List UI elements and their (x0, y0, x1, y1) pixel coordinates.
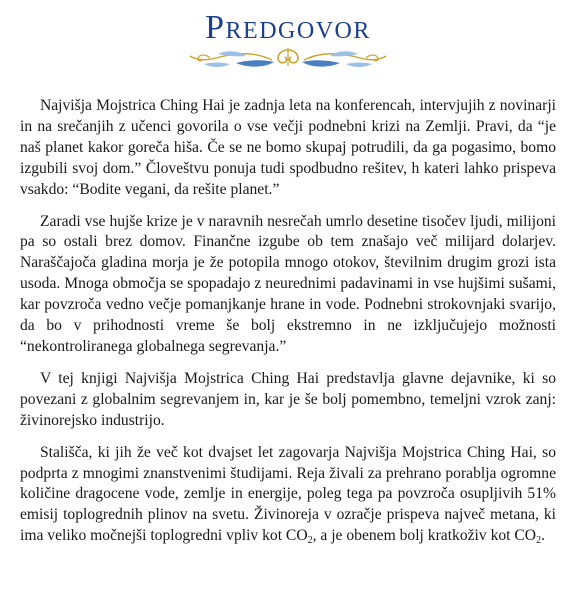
co2-subscript-2: 2 (536, 535, 542, 547)
preface-body (20, 96, 556, 558)
paragraph-4-text-c: . (541, 527, 545, 545)
paragraph-4 (20, 443, 556, 548)
paragraph-4-text-a: Stališča, ki jih že več kot dvajset let zagovarja Najvišja Mojstrica Ching Hai, so podprta z mnogimi znanstvenimi študijami. Reja živali za prehrano porablja ogromne količine dragocene vode, zemlje in energije, poleg tega pa povzroča osupljivih 51% emisij toplogrednih plinov na svetu. Živinoreja v ozračje prispeva največ metana, ki ima veliko močnejši toplogredni vpliv kot CO (20, 443, 556, 545)
ornament-flourish (186, 46, 390, 72)
paragraph-3: V tej knjigi Najvišja Mojstrica Ching Hai predstavlja glavne dejavnike, ki so povezani z globalnim segrevanjem in, kar je še bolj pomembno, temeljni vzrok zanj: živinorejsko industrijo. (20, 369, 556, 429)
page-title: Predgovor (205, 9, 371, 46)
co2-subscript-1: 2 (307, 535, 313, 547)
paragraph-4-text-b: , a je obenem bolj kratkoživ kot CO (312, 527, 537, 545)
paragraph-2: Zaradi vse hujše krize je v naravnih nesrečah umrlo desetine tisočev ljudi, milijoni pa so ostali brez domov. Finančne izgube ob tem znašajo več milijard dolarjev. Naraščajoča gladina morja je že potopila mnogo otokov, številnim drugim grozi ista usoda. Mnoga območja se spopadajo z neurednimi padavinami in vse hujšimi sušami, kar povzroča vedno večje pomanjkanje hrane in vode. Podnebni strokovnjaki svarijo, da bo v prihodnosti vreme še bolj ekstremno in ne izključujejo možnosti “nekontroliranega globalnega segrevanja.” (20, 212, 556, 355)
paragraph-1: Najvišja Mojstrica Ching Hai je zadnja leta na konferencah, intervjujih z novinarji in na srečanjih z učenci govorila o vse večji podnebni krizi na Zemlji. Pravi, da “je naš planet kakor goreča hiša. Če se ne bomo skupaj potrudili, da ga pogasimo, bomo izgubili svoj dom.” Človeštvu ponuja tudi spodbudno rešitev, h kateri lahko prispeva vsakdo: “Bodite vegani, da rešite planet.” (20, 97, 556, 198)
